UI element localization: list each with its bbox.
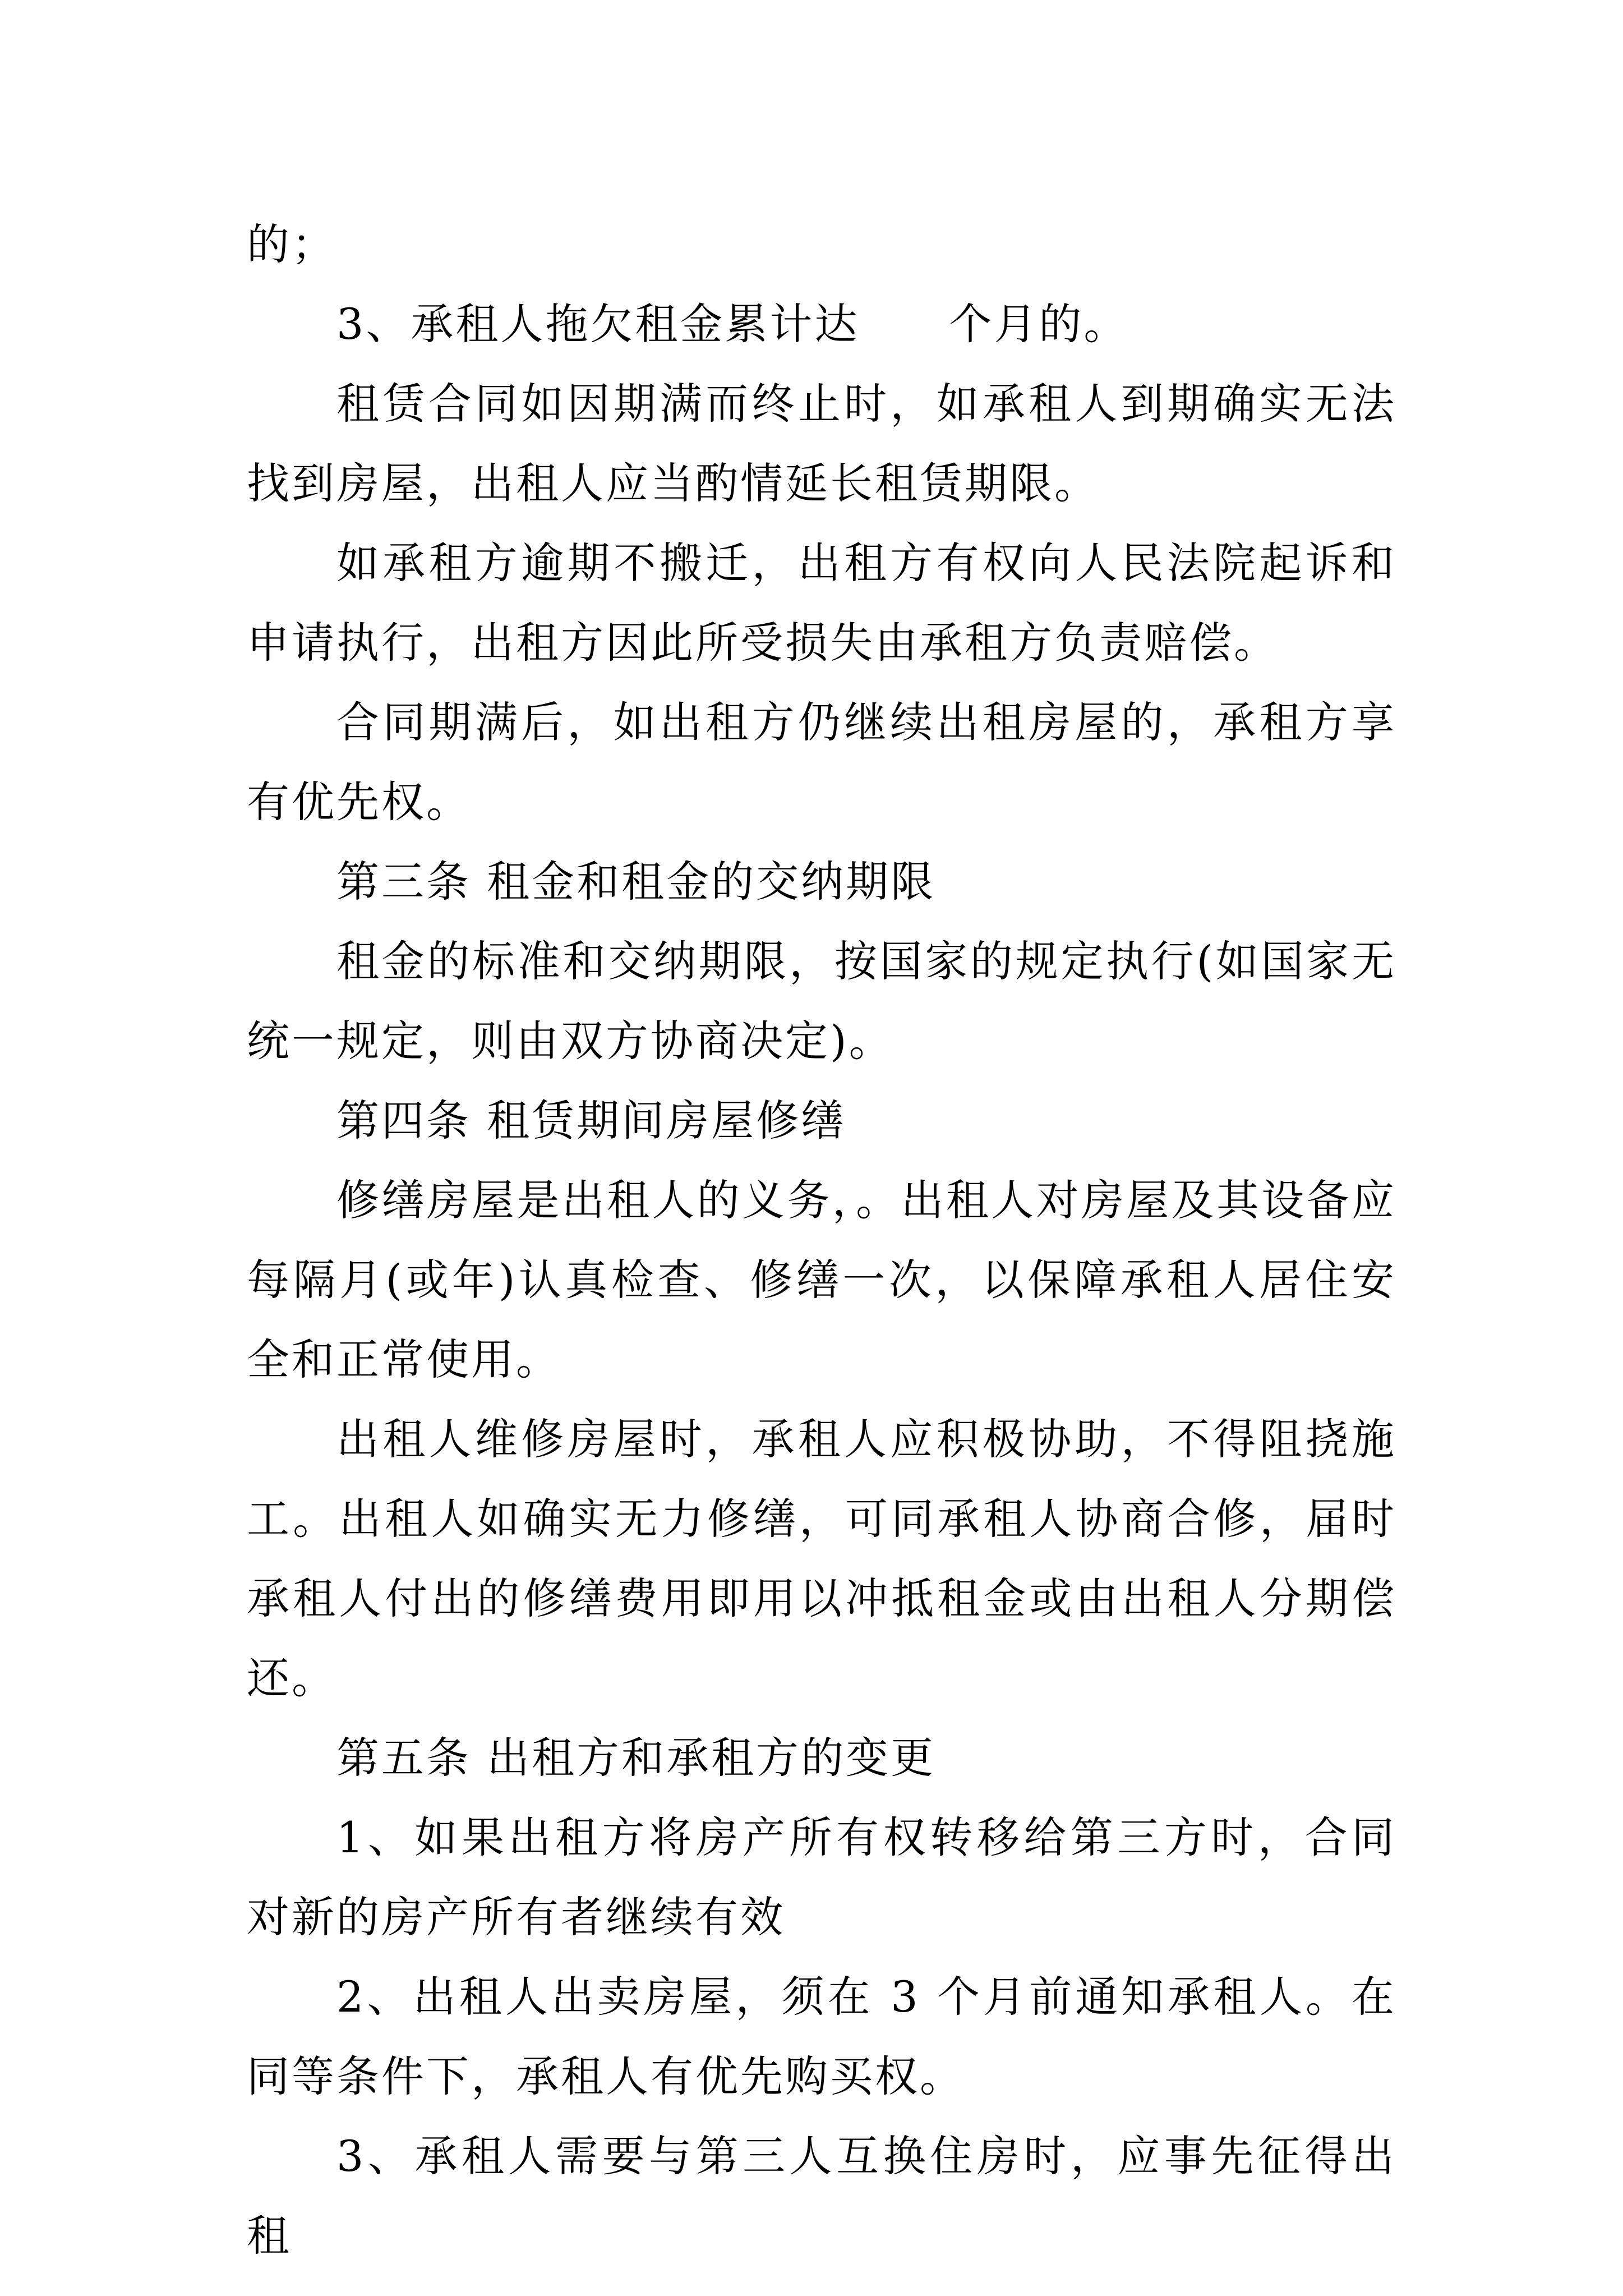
paragraph-repair-duty: 修缮房屋是出租人的义务，。出租人对房屋及其设备应每隔月(或年)认真检查、修缮一次，以保障承租人居住安全和正常使用。: [247, 1175, 1396, 1384]
paragraph-item-3-rent-arrears: 3、承租人拖欠租金累计达 个月的。: [336, 299, 1129, 349]
document-body: [247, 205, 1396, 2276]
article-3-heading: 第三条 租金和租金的交纳期限: [336, 857, 936, 907]
paragraph-priority-right: 合同期满后，如出租方仍继续出租房屋的，承租方享有优先权。: [247, 697, 1396, 827]
paragraph-rent-standard: 租金的标准和交纳期限，按国家的规定执行(如国家无统一规定，则由双方协商决定)。: [247, 936, 1396, 1066]
paragraph-overdue-relocation: 如承租方逾期不搬迁，出租方有权向人民法院起诉和申请执行，出租方因此所受损失由承租方负责赔偿。: [247, 538, 1396, 668]
paragraph-continuation: 的；: [247, 219, 336, 269]
article-5-heading: 第五条 出租方和承租方的变更: [336, 1733, 936, 1783]
paragraph-repair-cooperation: 出租人维修房屋时，承租人应积极协助，不得阻挠施工。出租人如确实无力修缮，可同承租人协商合修，届时承租人付出的修缮费用即用以冲抵租金或由出租人分期偿还。: [247, 1414, 1396, 1703]
paragraph-sale-notice: 2、出租人出卖房屋，须在 3 个月前通知承租人。在同等条件下，承租人有优先购买权。: [247, 1972, 1396, 2101]
article-4-heading: 第四条 租赁期间房屋修缮: [336, 1096, 846, 1145]
paragraph-housing-exchange: 3、承租人需要与第三人互换住房时，应事先征得出租: [247, 2131, 1396, 2261]
paragraph-lease-expiry-extension: 租赁合同如因期满而终止时，如承租人到期确实无法找到房屋，出租人应当酌情延长租赁期限。: [247, 379, 1396, 508]
paragraph-ownership-transfer: 1、如果出租方将房产所有权转移给第三方时，合同对新的房产所有者继续有效: [247, 1812, 1396, 1942]
